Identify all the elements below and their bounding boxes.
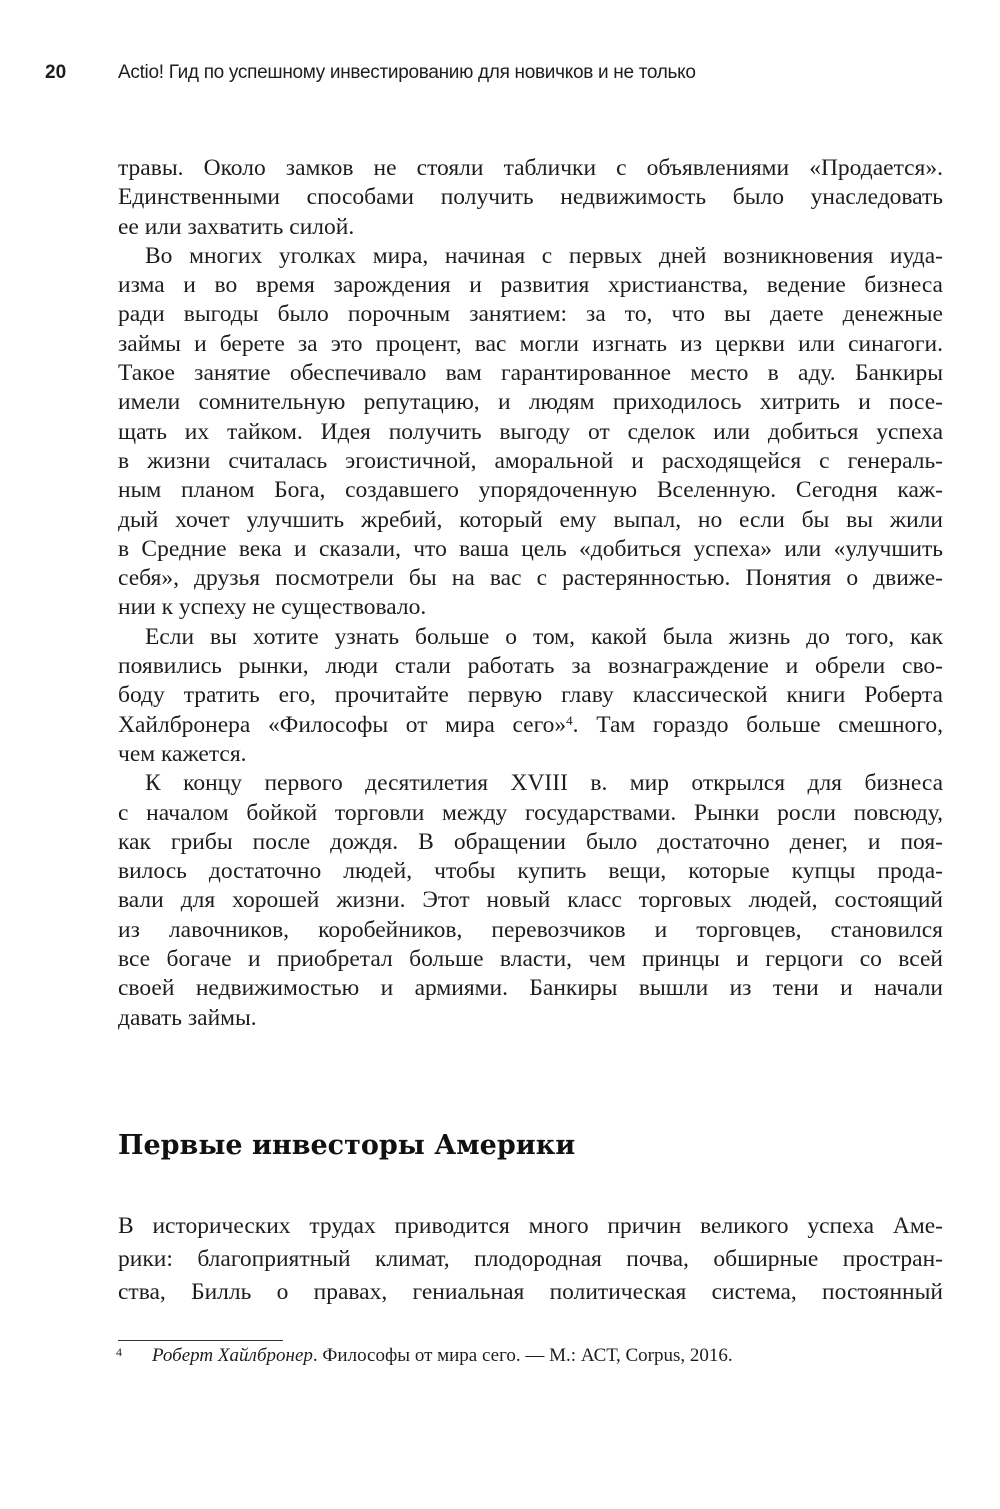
- section-paragraph: [118, 1210, 943, 1309]
- running-title: Actio! Гид по успешному инвестированию для новичков и не только: [118, 62, 696, 83]
- text-line: травы. Около замков не стояли таблички с объявлениями «Продается».: [118, 155, 943, 181]
- footnote-number: 4: [116, 1345, 122, 1359]
- text-line: из лавочников, коробейников, перевозчиков и торговцев, становился: [118, 916, 943, 943]
- text-line: ради выгоды было порочным занятием: за то, что вы даете денежные: [118, 301, 943, 328]
- text-line: ным планом Бога, создавшего упорядоченную Вселенную. Сегодня каж-: [118, 477, 943, 504]
- text-line: [118, 711, 943, 740]
- text-line: займы и берете за это процент, вас могли изгнать из церкви или синагоги.: [118, 330, 943, 357]
- paragraph-2: [118, 242, 943, 623]
- text-line: ства, Билль о правах, гениальная политическая система, постоянный: [118, 1279, 943, 1305]
- text-line: В исторических трудах приводится много причин великого успеха Аме-: [118, 1213, 943, 1239]
- text-line: в жизни считалась эгоистичной, аморальной и расходящейся с генераль-: [118, 447, 943, 474]
- text-line: имели сомнительную репутацию, и людям приходилось хитрить и посе-: [118, 389, 943, 416]
- text-line: изма и во время зарождения и развития христианства, ведение бизнеса: [118, 272, 943, 299]
- paragraph-1: [118, 154, 943, 242]
- text-span: Хайлбронера «Философы от мира сего»: [118, 711, 567, 738]
- text-line: появились рынки, люди стали работать за вознаграждение и обрели сво-: [118, 653, 943, 680]
- text-line: чем кажется.: [118, 740, 247, 767]
- section-heading: Первые инвесторы Америки: [118, 1130, 576, 1161]
- footnote-citation: . Философы от мира сего. — М.: АСТ, Corpus, 2016.: [312, 1345, 733, 1366]
- text-line: дый хочет улучшить жребий, который ему выпал, но если бы вы жили: [118, 506, 943, 533]
- text-line: Если вы хотите узнать больше о том, какой была жизнь до того, как: [145, 623, 943, 650]
- text-line: боду тратить его, прочитайте первую главу классической книги Роберта: [118, 682, 943, 709]
- running-header: [0, 62, 1000, 92]
- text-line: все богаче и приобретал больше власти, чем принцы и герцоги со всей: [118, 946, 943, 973]
- text-line: Такое занятие обеспечивало вам гарантированное место в аду. Банкиры: [118, 360, 943, 387]
- text-line: вилось достаточно людей, чтобы купить вещи, которые купцы прода-: [118, 858, 943, 885]
- text-line: Во многих уголках мира, начиная с первых дней возникновения иуда-: [145, 242, 943, 269]
- text-line: своей недвижимостью и армиями. Банкиры вышли из тени и начали: [118, 975, 943, 1002]
- page-number: 20: [45, 62, 67, 83]
- paragraph-3: [118, 623, 943, 769]
- footnote-reference[interactable]: 4: [566, 712, 573, 728]
- footnote-author: Роберт Хайлбронер: [152, 1345, 313, 1366]
- text-line: с началом бойкой торговли между государствами. Рынки росли повсюду,: [118, 799, 943, 826]
- text-span: . Там гораздо больше смешного,: [572, 711, 943, 738]
- footnote-text: [152, 1345, 733, 1367]
- text-line: в Средние века и сказали, что ваша цель «добиться успеха» или «улучшить: [118, 535, 943, 562]
- paragraph-4: [118, 769, 943, 1033]
- text-line: как грибы после дождя. В обращении было достаточно денег, и поя-: [118, 828, 943, 855]
- text-line: рики: благоприятный климат, плодородная почва, обширные простран-: [118, 1246, 943, 1272]
- text-line: нии к успеху не существовало.: [118, 594, 427, 621]
- body-text-top: [118, 154, 943, 1033]
- text-line: давать займы.: [118, 1004, 257, 1031]
- footnote-divider: [118, 1340, 283, 1341]
- text-line: щать их тайком. Идея получить выгоду от сделок или добиться успеха: [118, 418, 943, 445]
- text-line: ее или захватить силой.: [118, 213, 355, 240]
- text-line: Единственными способами получить недвижимость было унаследовать: [118, 184, 943, 211]
- text-line: вали для хорошей жизни. Этот новый класс торговых людей, состоящий: [118, 887, 943, 914]
- text-line: К концу первого десятилетия XVIII в. мир открылся для бизнеса: [145, 770, 943, 797]
- text-line: себя», друзья посмотрели бы на вас с растерянностью. Понятия о движе-: [118, 565, 943, 592]
